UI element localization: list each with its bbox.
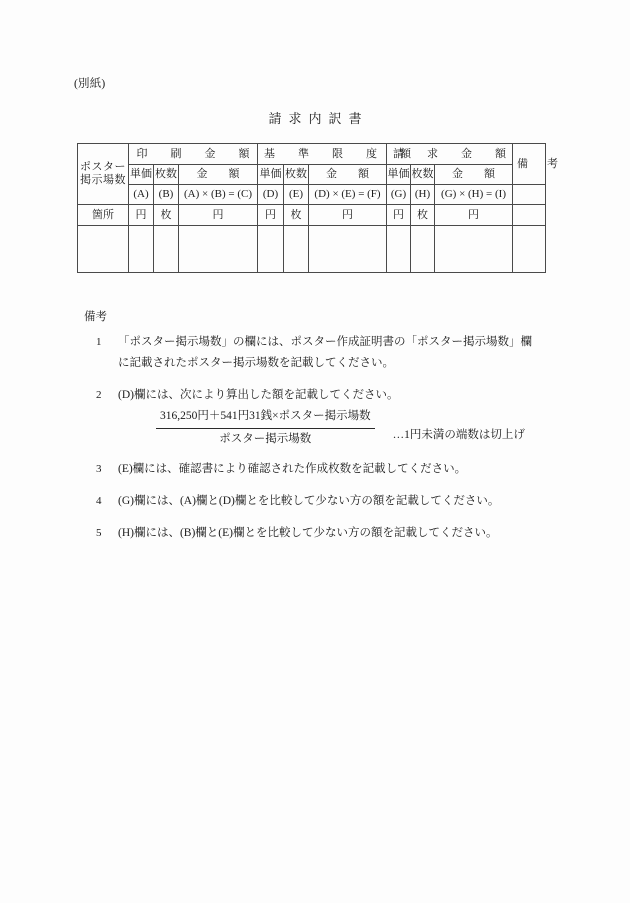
code-i: (G) × (H) = (I)	[435, 185, 513, 205]
subheader-claim-unit-price: 単価	[387, 165, 411, 185]
subheader-standard-sheets: 枚数	[284, 165, 309, 185]
subheader-standard-unit-price: 単価	[258, 165, 284, 185]
unit-standard-amount-yen: 円	[309, 205, 387, 226]
page-title: 請求内訳書	[268, 111, 369, 126]
header-poster-count	[78, 144, 129, 205]
table-header-group-row	[78, 144, 546, 165]
code-g: (G)	[387, 185, 411, 205]
unit-claim-sheets: 枚	[411, 205, 435, 226]
subheader-standard-amount: 金 額	[309, 165, 387, 185]
unit-print-unit-price-yen: 円	[129, 205, 154, 226]
remark-number-2: 2	[96, 389, 102, 402]
unit-print-sheets: 枚	[154, 205, 179, 226]
remark-item-3	[84, 459, 584, 480]
subheader-claim-amount: 金 額	[435, 165, 513, 185]
code-f: (D) × (E) = (F)	[309, 185, 387, 205]
billing-breakdown-table	[77, 143, 563, 273]
remark-text-4-line1: (G)欄には、(A)欄と(D)欄とを比較して少ない方の額を記載してください。	[118, 495, 500, 508]
header-poster-count-line1: ポスター	[80, 161, 126, 174]
entry-standard-amount[interactable]	[309, 226, 387, 273]
subheader-print-amount: 金 額	[179, 165, 258, 185]
entry-poster-count[interactable]	[78, 226, 129, 273]
table-unit-row	[78, 205, 546, 226]
entry-print-sheets[interactable]	[154, 226, 179, 273]
code-b: (B)	[154, 185, 179, 205]
remarks-heading: 備考	[84, 311, 107, 323]
remark-number-3: 3	[96, 462, 102, 475]
code-c: (A) × (B) = (C)	[179, 185, 258, 205]
entry-print-amount[interactable]	[179, 226, 258, 273]
unit-standard-sheets: 枚	[284, 205, 309, 226]
formula-numerator: 316,250円＋541円31銭×ポスター掲示場数	[156, 408, 375, 428]
header-group-remarks: 備 考	[513, 144, 546, 185]
remark-number-5: 5	[96, 527, 102, 540]
table-header-sub-row	[78, 165, 546, 185]
entry-print-unit-price[interactable]	[129, 226, 154, 273]
unit-standard-unit-price-yen: 円	[258, 205, 284, 226]
unit-claim-amount-yen: 円	[435, 205, 513, 226]
remarks-section	[84, 312, 584, 556]
code-a: (A)	[129, 185, 154, 205]
remark-text-5-line1: (H)欄には、(B)欄と(E)欄とを比較して少ない方の額を記載してください。	[118, 527, 498, 540]
attachment-label: (別紙)	[74, 78, 106, 90]
header-group-print-amount: 印 刷 金 額	[129, 144, 258, 165]
entry-standard-unit-price[interactable]	[258, 226, 284, 273]
remark-item-1	[84, 332, 584, 375]
entry-claim-sheets[interactable]	[411, 226, 435, 273]
remark-item-5	[84, 523, 584, 544]
remark-text-1-line1: 「ポスター掲示場数」の欄には、ポスター作成証明書の「ポスター掲示場数」欄	[118, 335, 532, 348]
code-h: (H)	[411, 185, 435, 205]
formula-note: …1円未満の端数は切上げ	[392, 428, 525, 441]
entry-claim-unit-price[interactable]	[387, 226, 411, 273]
remark-text-1-line2: に記載されたポスター掲示場数を記載してください。	[118, 356, 394, 369]
header-poster-count-line2: 掲示場数	[80, 174, 126, 186]
subheader-claim-sheets: 枚数	[411, 165, 435, 185]
remark-text-2-line1: (D)欄には、次により算出した額を記載してください。	[118, 389, 399, 402]
unit-print-amount-yen: 円	[179, 205, 258, 226]
remark-number-1: 1	[96, 335, 102, 348]
formula-fraction	[156, 408, 375, 448]
subheader-print-unit-price: 単価	[129, 165, 154, 185]
remark-2-formula	[118, 408, 584, 448]
code-e: (E)	[284, 185, 309, 205]
unit-places: 箇所	[78, 205, 129, 226]
table-header-code-row	[78, 185, 546, 205]
subheader-print-sheets: 枚数	[154, 165, 179, 185]
remarks-header-spacer-cell	[513, 185, 546, 205]
unit-claim-unit-price-yen: 円	[387, 205, 411, 226]
entry-standard-sheets[interactable]	[284, 226, 309, 273]
header-group-claim-amount: 請 求 金 額	[387, 144, 513, 165]
remark-number-4: 4	[96, 495, 102, 508]
remark-item-4	[84, 491, 584, 512]
remark-text-3-line1: (E)欄には、確認書により確認された作成枚数を記載してください。	[118, 462, 467, 475]
entry-remarks[interactable]	[513, 226, 546, 273]
entry-claim-amount[interactable]	[435, 226, 513, 273]
header-group-standard-limit: 基 準 限 度 額	[258, 144, 387, 165]
code-d: (D)	[258, 185, 284, 205]
formula-denominator: ポスター掲示場数	[219, 432, 312, 445]
unit-remarks-cell[interactable]	[513, 205, 546, 226]
remark-item-2	[84, 385, 584, 448]
table-entry-row	[78, 226, 546, 273]
